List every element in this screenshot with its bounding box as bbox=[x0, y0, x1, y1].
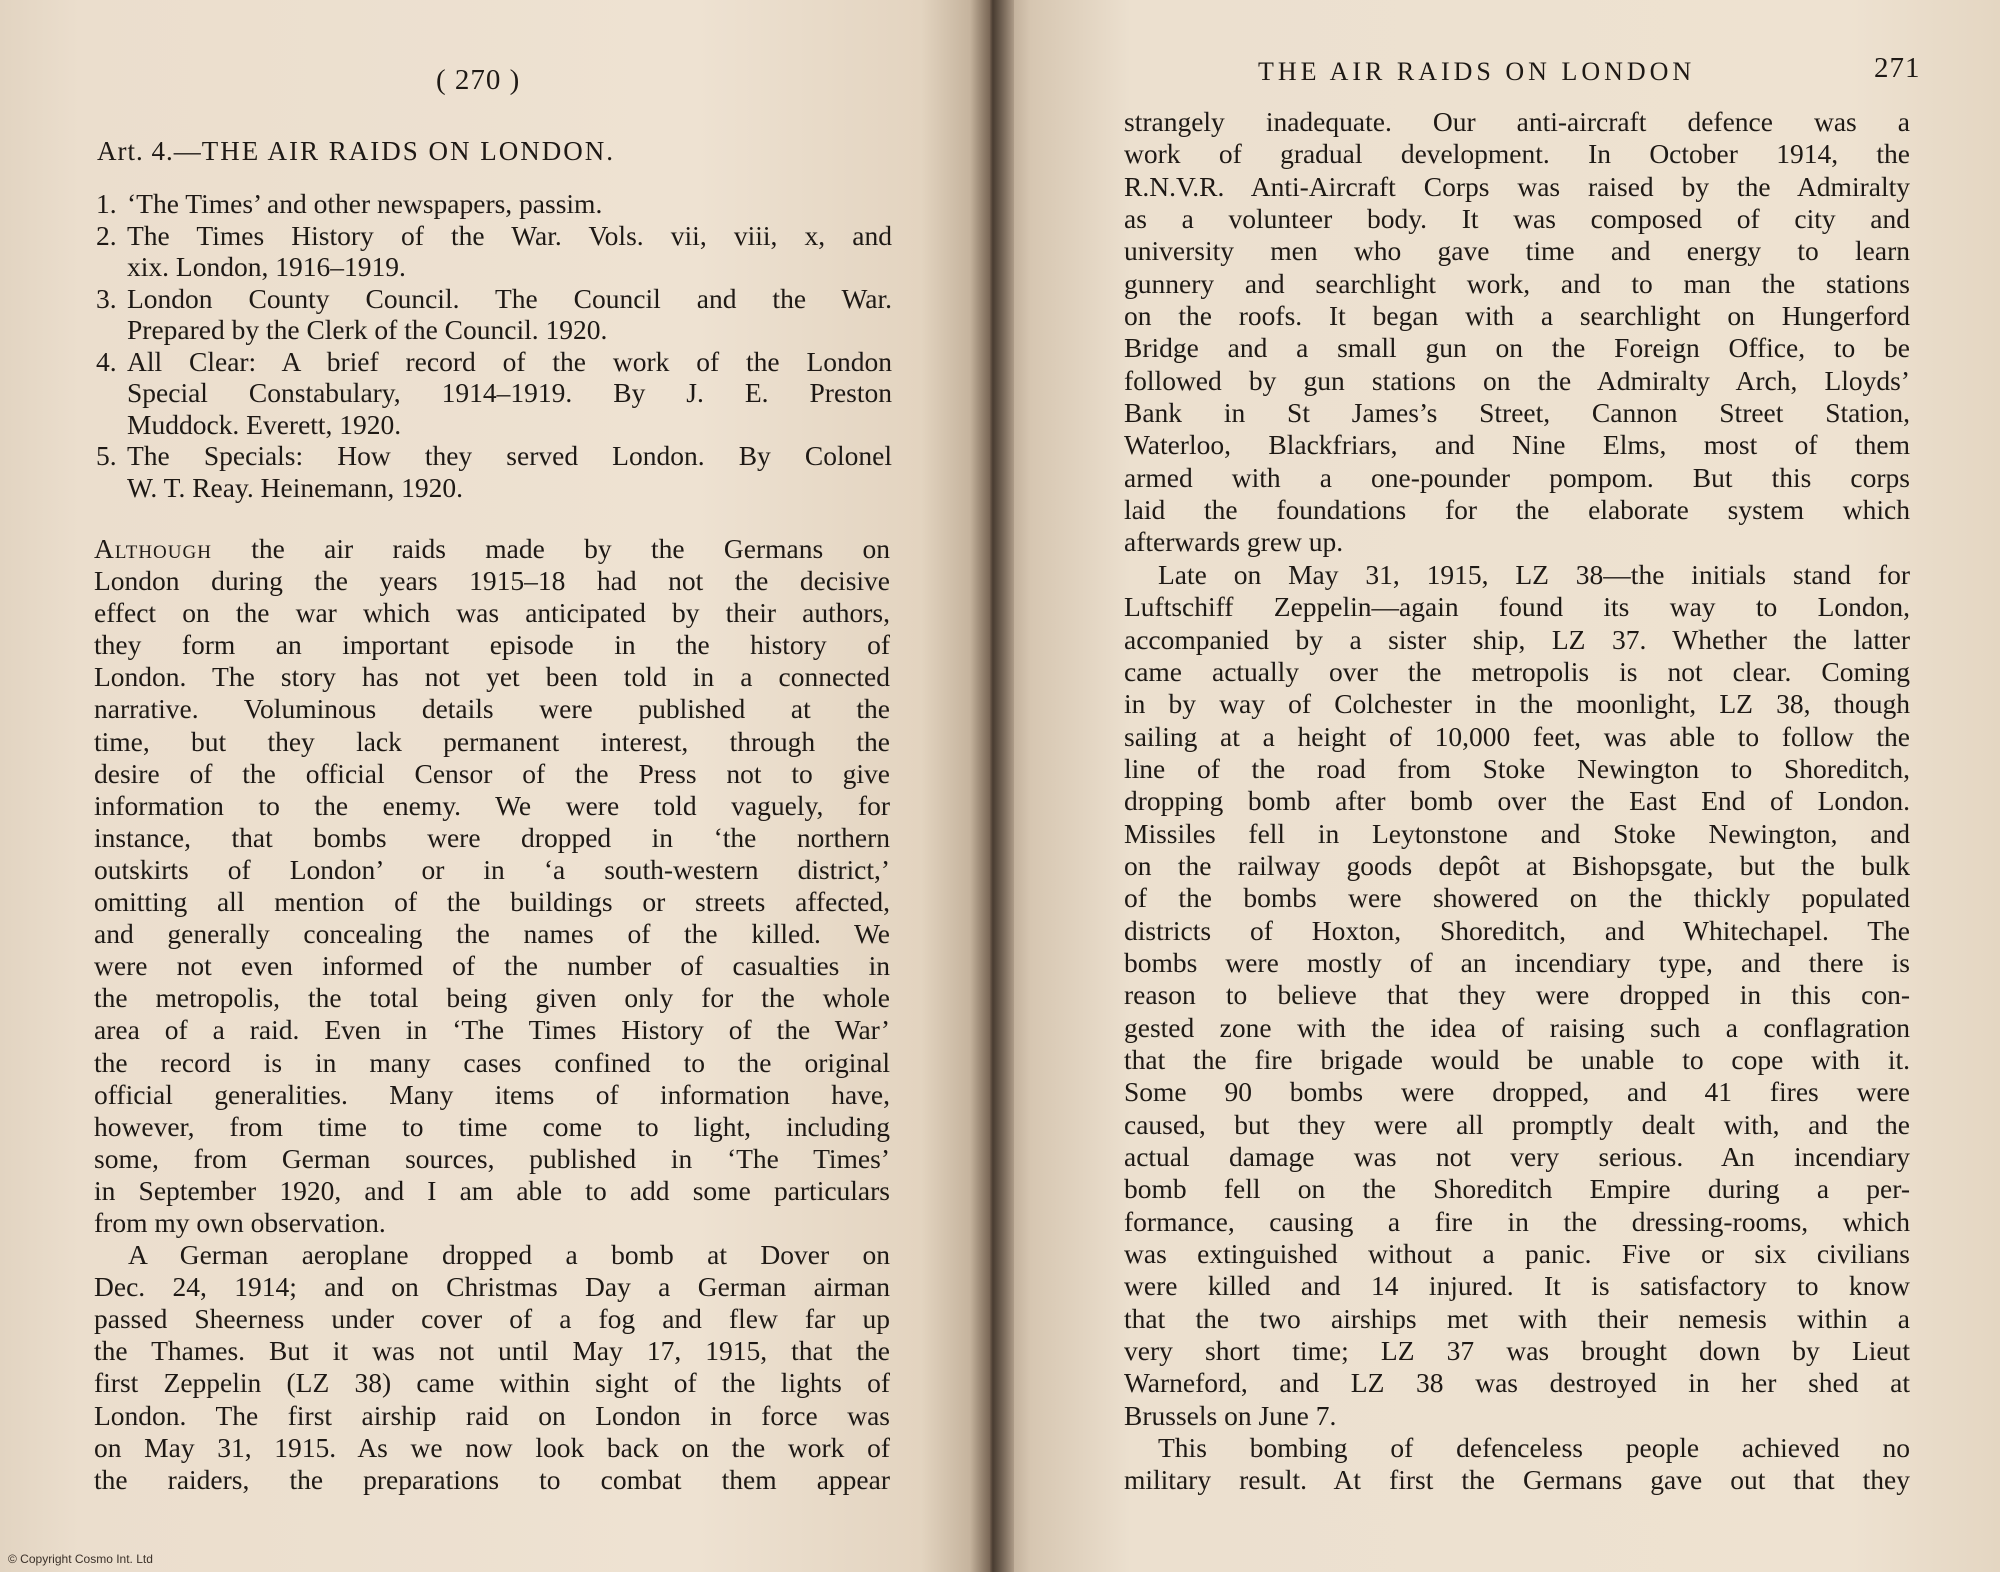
copyright-notice: © Copyright Cosmo Int. Ltd bbox=[8, 1552, 153, 1566]
left-body-text bbox=[94, 533, 890, 1496]
text-line: Special Constabulary, 1914–1919. By J. E. Preston bbox=[127, 377, 892, 408]
text-line: line of the road from Stoke Newington to Shoreditch, bbox=[1124, 752, 1910, 784]
text-line: however, from time to time come to light, including bbox=[94, 1110, 890, 1142]
text-line: afterwards grew up. bbox=[1124, 526, 1344, 558]
text-line: omitting all mention of the buildings or streets affected, bbox=[94, 886, 890, 918]
text-line: R.N.V.R. Anti-Aircraft Corps was raised by the Admiralty bbox=[1124, 170, 1910, 202]
reference-item bbox=[96, 283, 892, 346]
text-line: of the bombs were showered on the thickly populated bbox=[1124, 882, 1910, 914]
text-line: the raiders, the preparations to combat them appear bbox=[94, 1463, 890, 1495]
article-heading-prefix: Art. 4.— bbox=[97, 136, 202, 166]
text-line: first Zeppelin (LZ 38) came within sight of the lights of bbox=[94, 1367, 890, 1399]
text-line: xix. London, 1916–1919. bbox=[127, 251, 406, 282]
right-paragraph-2 bbox=[1124, 559, 1910, 1432]
text-line: that the two airships met with their nemesis within a bbox=[1124, 1302, 1910, 1334]
text-line: London County Council. The Council and the War. bbox=[127, 282, 892, 314]
text-line: passed Sheerness under cover of a fog and flew far up bbox=[94, 1303, 890, 1335]
reference-number: 4. bbox=[96, 345, 117, 377]
text-line: London during the years 1915–18 had not the decisive bbox=[94, 565, 890, 597]
text-line: outskirts of London’ or in ‘a south-western district,’ bbox=[94, 853, 890, 885]
text-line: the Thames. But it was not until May 17, 1915, that the bbox=[94, 1335, 890, 1367]
book-gutter bbox=[970, 0, 1014, 1572]
reference-item bbox=[96, 440, 892, 503]
reference-list bbox=[96, 188, 892, 503]
text-line: very short time; LZ 37 was brought down by Lieut bbox=[1124, 1335, 1910, 1367]
text-line: as a volunteer body. It was composed of city and bbox=[1124, 203, 1910, 235]
left-page-number: ( 270 ) bbox=[436, 64, 521, 96]
text-line: reason to believe that they were dropped in this con- bbox=[1124, 979, 1910, 1011]
text-line: narrative. Voluminous details were published at the bbox=[94, 693, 890, 725]
reference-item bbox=[96, 220, 892, 283]
article-heading-title: THE AIR RAIDS ON LONDON. bbox=[201, 136, 615, 166]
text-line: A German aeroplane dropped a bomb at Dover on bbox=[128, 1239, 890, 1271]
text-line: Warneford, and LZ 38 was destroyed in her shed at bbox=[1124, 1367, 1910, 1399]
reference-number: 3. bbox=[96, 282, 117, 314]
text-line: The Times History of the War. Vols. vii, viii, x, and bbox=[127, 219, 892, 251]
text-line: Prepared by the Clerk of the Council. 1920. bbox=[127, 314, 608, 345]
text-line: Bridge and a small gun on the Foreign Office, to be bbox=[1124, 332, 1910, 364]
reference-number: 2. bbox=[96, 219, 117, 251]
article-heading bbox=[97, 136, 615, 167]
text-line: on May 31, 1915. As we now look back on the work of bbox=[94, 1431, 890, 1463]
text-line: dropping bomb after bomb over the East End of London. bbox=[1124, 785, 1910, 817]
text-line: bomb fell on the Shoreditch Empire during a per- bbox=[1124, 1173, 1910, 1205]
text-line: formance, causing a fire in the dressing-rooms, which bbox=[1124, 1205, 1910, 1237]
text-line: the metropolis, the total being given only for the whole bbox=[94, 982, 890, 1014]
text-line: Dec. 24, 1914; and on Christmas Day a German airman bbox=[94, 1271, 890, 1303]
text-line: London. The first airship raid on London in force was bbox=[94, 1399, 890, 1431]
text-line: The Specials: How they served London. By Colonel bbox=[127, 440, 892, 471]
text-line: that the fire brigade would be unable to cope with it. bbox=[1124, 1043, 1910, 1075]
reference-number: 5. bbox=[96, 440, 117, 471]
text-line: Late on May 31, 1915, LZ 38—the initials stand for bbox=[1158, 558, 1910, 590]
reference-text bbox=[127, 220, 892, 283]
text-line: W. T. Reay. Heinemann, 1920. bbox=[127, 471, 464, 503]
text-line: and generally concealing the names of the killed. We bbox=[94, 918, 890, 950]
right-body-text bbox=[1124, 106, 1910, 1497]
text-line: was extinguished without a panic. Five or six civilians bbox=[1124, 1238, 1910, 1270]
text-line: Luftschiff Zeppelin—again found its way to London, bbox=[1124, 591, 1910, 623]
right-page bbox=[990, 0, 2000, 1572]
text-line: actual damage was not very serious. An incendiary bbox=[1124, 1141, 1910, 1172]
text-line: in by way of Colchester in the moonlight, LZ 38, though bbox=[1124, 688, 1910, 720]
reference-item bbox=[96, 346, 892, 441]
text-line: London. The story has not yet been told in a connected bbox=[94, 661, 890, 693]
text-line: information to the enemy. We were told vaguely, for bbox=[94, 789, 890, 821]
left-paragraph-2 bbox=[94, 1239, 890, 1496]
reference-text bbox=[127, 440, 892, 503]
reference-text bbox=[127, 346, 892, 441]
opening-word: Although bbox=[94, 533, 212, 564]
left-page bbox=[0, 0, 990, 1572]
reference-item bbox=[96, 188, 892, 220]
reference-number: 1. bbox=[96, 188, 117, 219]
text-line: were killed and 14 injured. It is satisfactory to know bbox=[1124, 1270, 1910, 1302]
left-paragraph-1 bbox=[94, 533, 890, 1239]
text-line: university men who gave time and energy to learn bbox=[1124, 235, 1910, 267]
text-line: Bank in St James’s Street, Cannon Street Station, bbox=[1124, 397, 1910, 429]
text-line: military result. At first the Germans gave out that they bbox=[1124, 1464, 1910, 1496]
reference-text bbox=[127, 283, 892, 346]
text-line: area of a raid. Even in ‘The Times History of the War’ bbox=[94, 1014, 890, 1046]
text-line: accompanied by a sister ship, LZ 37. Whether the latter bbox=[1124, 623, 1910, 655]
text-line: came actually over the metropolis is not clear. Coming bbox=[1124, 655, 1910, 687]
text-line: on the railway goods depôt at Bishopsgate, but the bulk bbox=[1124, 849, 1910, 881]
text-line: Missiles fell in Leytonstone and Stoke Newington, and bbox=[1124, 817, 1910, 849]
text-line: on the roofs. It began with a searchlight on Hungerford bbox=[1124, 300, 1910, 332]
text-line: districts of Hoxton, Shoreditch, and Whitechapel. The bbox=[1124, 914, 1910, 946]
text-line: This bombing of defenceless people achieved no bbox=[1158, 1432, 1910, 1464]
text-line: Waterloo, Blackfriars, and Nine Elms, most of them bbox=[1124, 429, 1910, 461]
text-line: All Clear: A brief record of the work of the London bbox=[127, 345, 892, 377]
text-line: bombs were mostly of an incendiary type, and there is bbox=[1124, 946, 1910, 978]
text-line: ‘The Times’ and other newspapers, passim. bbox=[127, 188, 603, 219]
text-line: sailing at a height of 10,000 feet, was able to follow the bbox=[1124, 720, 1910, 752]
text-line: were not even informed of the number of casualties in bbox=[94, 950, 890, 982]
text-line: Brussels on June 7. bbox=[1124, 1399, 1337, 1431]
right-paragraph-3 bbox=[1124, 1432, 1910, 1497]
text-line: strangely inadequate. Our anti-aircraft defence was a bbox=[1124, 106, 1910, 137]
text-line: some, from German sources, published in ‘The Times’ bbox=[94, 1142, 890, 1174]
text-line: official generalities. Many items of information have, bbox=[94, 1078, 890, 1110]
text-line: Some 90 bombs were dropped, and 41 fires were bbox=[1124, 1076, 1910, 1108]
text-line-content: the air raids made by the Germans on bbox=[251, 533, 890, 564]
text-line: caused, but they were all promptly dealt with, and the bbox=[1124, 1108, 1910, 1140]
text-line: time, but they lack permanent interest, through the bbox=[94, 725, 890, 757]
text-line: followed by gun stations on the Admiralty Arch, Lloyds’ bbox=[1124, 364, 1910, 396]
text-line: armed with a one-pounder pompom. But this corps bbox=[1124, 461, 1910, 493]
text-line: they form an important episode in the history of bbox=[94, 629, 890, 661]
text-line: instance, that bombs were dropped in ‘the northern bbox=[94, 821, 890, 853]
text-line: desire of the official Censor of the Press not to give bbox=[94, 757, 890, 789]
text-line: in September 1920, and I am able to add some particulars bbox=[94, 1174, 890, 1206]
text-line: Muddock. Everett, 1920. bbox=[127, 408, 402, 440]
text-line: the record is in many cases confined to the original bbox=[94, 1046, 890, 1078]
text-line: gested zone with the idea of raising such a conflagration bbox=[1124, 1011, 1910, 1043]
text-line: work of gradual development. In October 1914, the bbox=[1124, 138, 1910, 170]
text-line: effect on the war which was anticipated by their authors, bbox=[94, 597, 890, 629]
reference-text bbox=[127, 188, 892, 220]
right-paragraph-1 bbox=[1124, 106, 1910, 559]
running-head: THE AIR RAIDS ON LONDON bbox=[1258, 57, 1696, 86]
text-line: from my own observation. bbox=[94, 1206, 386, 1238]
text-line bbox=[94, 533, 890, 565]
text-line: laid the foundations for the elaborate system which bbox=[1124, 494, 1910, 526]
right-page-number: 271 bbox=[1874, 52, 1921, 84]
text-line: gunnery and searchlight work, and to man the stations bbox=[1124, 267, 1910, 299]
